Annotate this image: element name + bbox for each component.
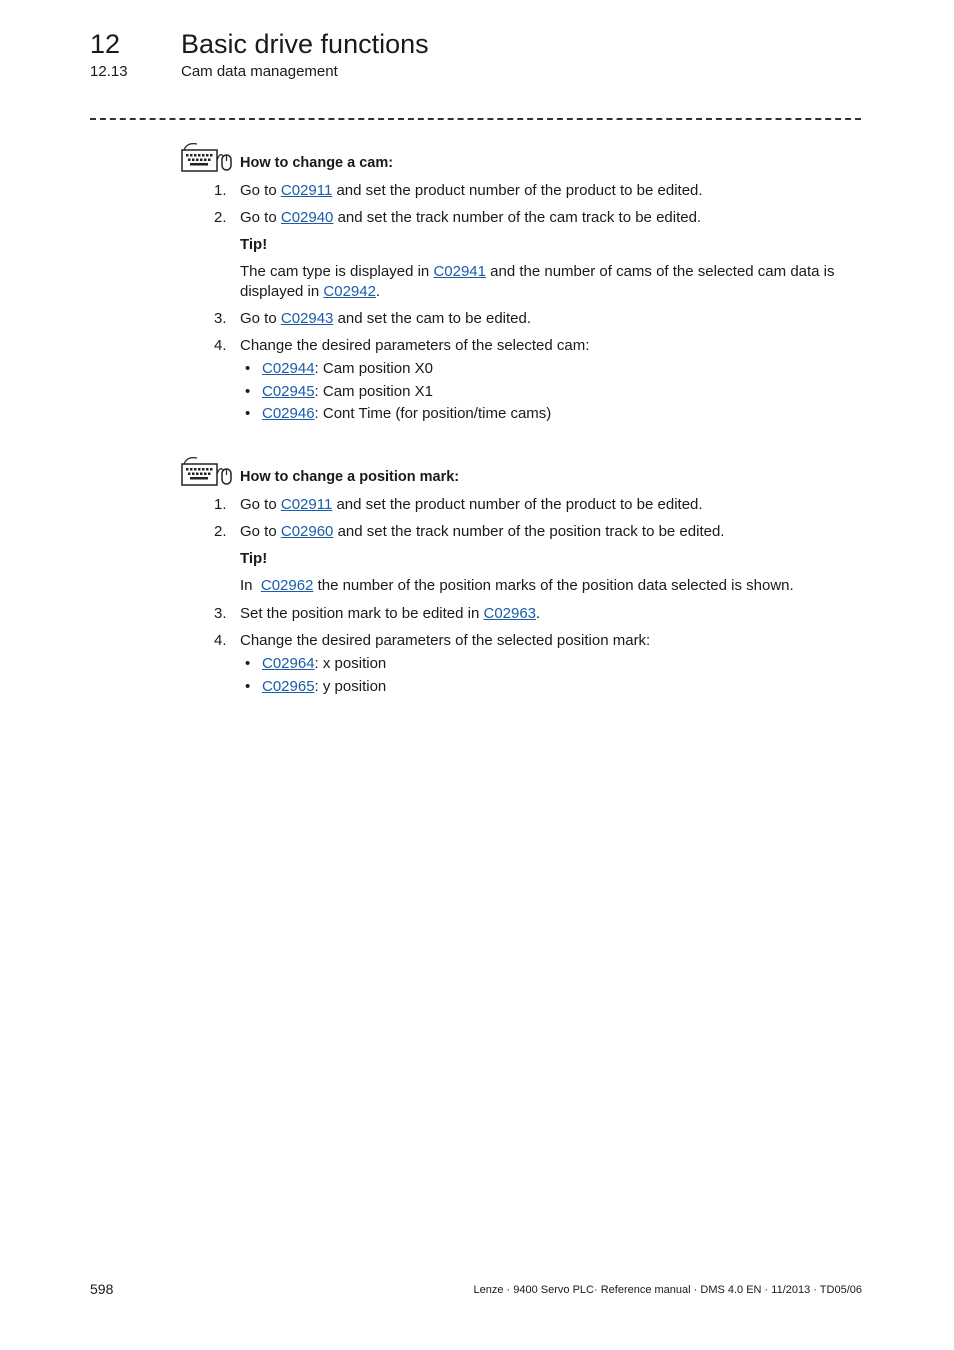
parameter-list [240,358,861,426]
step-text: Go to [240,523,281,540]
tip-text [240,262,861,302]
tip-label: Tip! [240,236,268,253]
step-text: . [536,605,541,622]
list-item [240,653,861,676]
list-item [240,381,861,404]
step-text: and set the product number of the product to be edited. [332,496,703,513]
tip-label: Tip! [240,550,268,567]
step-text: Change the desired parameters of the selected position mark: [240,632,651,649]
procedure-title: How to change a position mark: [240,469,460,485]
link-c02911[interactable]: C02911 [280,182,333,199]
tip-text-part: . [375,283,381,300]
tip-text-part: and the number of cams of the selected cam data is displayed in [240,263,835,300]
list-item-text: : Cam position X1 [314,382,433,400]
list-item-text: : Cam position X0 [314,360,433,377]
step-text: and set the track number of the position track to be edited. [333,523,725,540]
step-number: 4. [214,632,227,649]
step-text: Go to [240,209,281,226]
link-c02964[interactable]: C02964 [262,655,315,672]
chapter-number: 12 [90,29,121,59]
tip-text-part: The cam type is displayed in [240,263,434,280]
procedure-change-position-mark [181,454,861,698]
link-c02944[interactable]: C02944 [262,360,315,377]
step-text: and set the cam to be edited. [333,310,532,327]
link-c02945[interactable]: C02945 [262,382,315,400]
procedure-header [181,140,861,174]
step-number: 2. [214,209,227,226]
step-3 [181,309,861,329]
step-number: 1. [214,496,227,513]
link-c02965[interactable]: C02965 [262,677,315,695]
step-number: 2. [214,523,227,540]
step-text: Go to [240,310,281,327]
procedure-change-cam [181,140,861,426]
step-number: 3. [214,310,227,327]
tip-text-part: the number of the position marks of the position data selected is shown. [313,577,794,594]
link-c02940[interactable]: C02940 [280,209,334,226]
procedure-steps [181,495,861,698]
step-text: Go to [240,182,281,199]
step-2 [181,522,861,596]
step-3 [181,604,861,624]
section-title: Cam data management [181,63,338,80]
step-4 [181,631,861,698]
step-4 [181,336,861,426]
step-1 [181,495,861,515]
step-text: and set the product number of the product to be edited. [332,182,703,199]
header-divider [90,118,861,120]
list-item-text: : y position [314,677,387,695]
link-c02943[interactable]: C02943 [280,310,334,327]
procedure-title: How to change a cam: [240,155,394,171]
tip-text [240,576,861,596]
link-c02911[interactable]: C02911 [280,496,333,513]
procedure-header [181,454,861,488]
parameter-list [240,653,861,698]
list-item-text: : x position [314,655,387,672]
list-item [240,358,861,381]
section-number: 12.13 [90,63,128,80]
step-text: Go to [240,496,281,513]
step-number: 4. [214,337,227,354]
step-number: 1. [214,182,227,199]
list-item-text: : Cont Time (for position/time cams) [314,405,552,422]
link-c02942[interactable]: C02942 [323,283,376,300]
link-c02962[interactable]: C02962 [260,577,314,594]
page-number: 598 [90,1281,114,1297]
chapter-title: Basic drive functions [181,29,429,59]
step-number: 3. [214,605,227,622]
keyboard-mouse-icon [181,454,233,488]
link-c02946[interactable]: C02946 [262,405,315,422]
keyboard-mouse-icon [181,140,233,174]
list-item [240,403,861,426]
link-c02963[interactable]: C02963 [483,605,537,622]
tip-text-part: In [240,577,261,594]
step-text: Change the desired parameters of the selected cam: [240,337,590,354]
link-c02960[interactable]: C02960 [280,523,334,540]
step-1 [181,181,861,201]
link-c02941[interactable]: C02941 [433,263,486,280]
step-text: Set the position mark to be edited in [240,605,484,622]
step-text: and set the track number of the cam track to be edited. [333,209,702,226]
document-info: Lenze · 9400 Servo PLC· Reference manual · DMS 4.0 EN · 11/2013 · TD05/06 [473,1284,862,1296]
procedure-steps [181,181,861,426]
list-item [240,676,861,699]
step-2 [181,208,861,302]
